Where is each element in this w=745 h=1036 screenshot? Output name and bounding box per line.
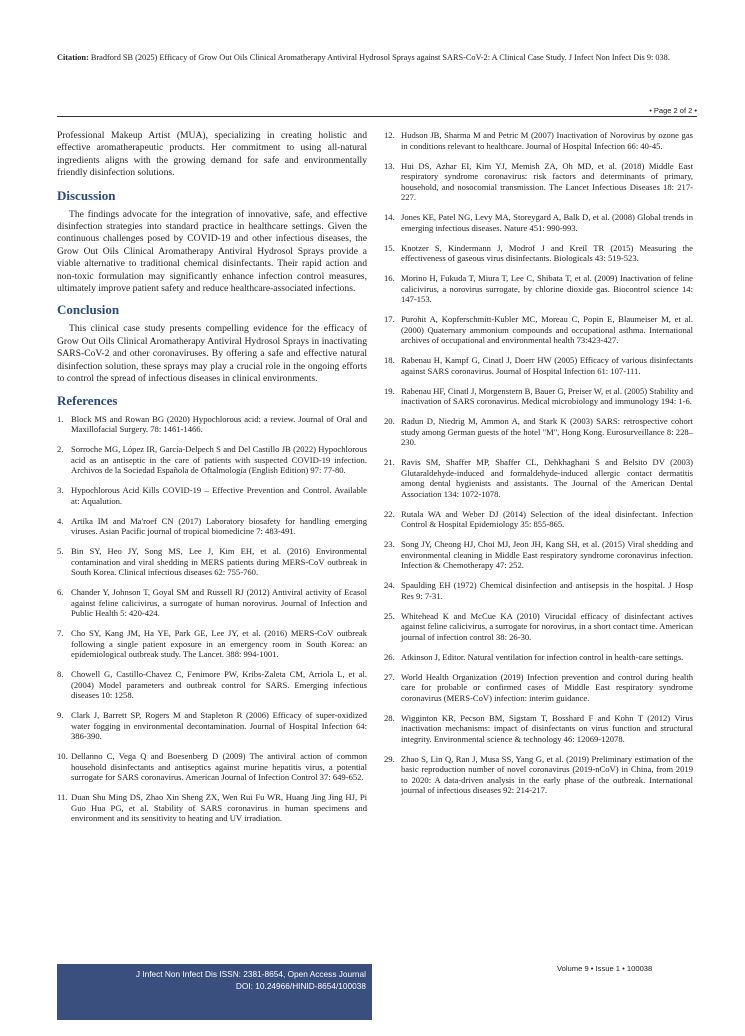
reference-text: Zhao S, Lin Q, Ran J, Musa SS, Yang G, et al. (2019) Preliminary estimation of the basic reproduction number of novel coronavirus (2019-nCoV) in China, from 2019 to 2020: A data-driven analysis in the early phase of the outbreak. International journal of infectious diseases 92: 214-217. [401, 753, 693, 795]
reference-item [384, 314, 693, 346]
reference-item [57, 710, 367, 742]
reference-number: 3. [57, 485, 64, 495]
reference-text: Morino H, Fukuda T, Miura T, Lee C, Shibata T, et al. (2009) Inactivation of feline calicivirus, a norovirus surrogate, by chlorine dioxide gas. Biocontrol science 14: 147-153. [401, 273, 693, 304]
footer-journal-band [57, 964, 372, 1020]
conclusion-paragraph: This clinical case study presents compelling evidence for the efficacy of Grow Out Oils Clinical Aromatherapy Antiviral Hydrosol Sprays in inactivating SARS-CoV-2 and other coronaviruses. By offering a safe and effective natural disinfection solution, these sprays may play a crucial role in the ongoing efforts to control the spread of infectious diseases in clinical environments. [57, 323, 367, 385]
reference-text: Rabenau HF, Cinatl J, Morgenstern B, Bauer G, Preiser W, et al. (2005) Stability and inactivation of SARS coronavirus. Medical microbiology and immunology 194: 1-6. [401, 385, 693, 406]
intro-paragraph: Professional Makeup Artist (MUA), specializing in creating holistic and effective aromatherapeutic products. Her commitment to using all-natural ingredients aligns with the growing demand for safe and environmentally friendly disinfection solutions. [57, 130, 367, 179]
reference-text: Artika IM and Ma'roef CN (2017) Laboratory biosafety for handling emerging viruses. Asian Pacific journal of tropical biomedicine 7: 483-491. [71, 515, 367, 536]
reference-text: Cho SY, Kang JM, Ha YE, Park GE, Lee JY, et al. (2016) MERS-CoV outbreak following a single patient exposure in an emergency room in South Korea: an epidemiological outbreak study. The Lancet. 388: 994-1001. [71, 628, 367, 659]
reference-number: 10. [57, 751, 68, 761]
reference-number: 14. [384, 212, 395, 222]
reference-item [384, 273, 693, 305]
citation-label: Citation: [57, 53, 89, 62]
reference-item [384, 161, 693, 203]
reference-item [384, 580, 693, 601]
footer-journal-line: J Infect Non Infect Dis ISSN: 2381-8654, Open Access Journal [135, 969, 366, 979]
reference-number: 26. [384, 651, 395, 662]
reference-item [57, 751, 367, 783]
reference-text: Ravis SM, Shaffer MP, Shaffer CL, Dehkhaghani S and Belsito DV (2003) Glutaraldehyde-induced and formaldehyde-induced allergic contact dermatitis among dental hygienists and assistants. The Journal of the American Dental Association 134: 1072-1078. [401, 457, 693, 499]
header-rule [57, 116, 697, 117]
reference-text: Hypochlorous Acid Kills COVID-19 – Effective Prevention and Control. Available at: Aqualution. [71, 485, 367, 506]
reference-number: 13. [384, 160, 395, 171]
reference-text: Chowell G, Castillo-Chavez C, Fenimore PW, Kribs-Zaleta CM, Arriola L, et al. (2004) Model parameters and outbreak control for SARS. Emerging infectious diseases 10: 1258. [71, 669, 367, 700]
citation-text: Bradford SB (2025) Efficacy of Grow Out Oils Clinical Aromatherapy Antiviral Hydrosol Sprays against SARS-CoV-2: A Clinical Case Study. J Infect Non Infect Dis 9: 038. [88, 53, 670, 62]
reference-number: 27. [384, 671, 395, 682]
reference-number: 2. [57, 444, 64, 454]
reference-number: 1. [57, 413, 64, 424]
reference-item [384, 754, 693, 796]
reference-item [384, 611, 693, 643]
reference-number: 16. [384, 273, 395, 283]
reference-text: Whitehead K and McCue KA (2010) Virucidal efficacy of disinfectant actives against feline calicivirus, a surrogate for norovirus, in a short contact time. American journal of infection control 38: 26-30. [401, 610, 693, 642]
reference-text: Dellanno C, Vega Q and Boesenberg D (2009) The antiviral action of common household disinfectants and antiseptics against murine hepatitis virus, a potential surrogate for SARS coronavirus. American Journal of Infection Control 37: 649-652. [71, 751, 367, 782]
references-list-right [384, 130, 693, 796]
reference-item [384, 652, 693, 663]
conclusion-heading: Conclusion [57, 302, 120, 318]
reference-text: Rutala WA and Weber DJ (2014) Selection of the ideal disinfectant. Infection Control & Hospital Epidemiology 35: 855-865. [401, 508, 693, 529]
reference-item [57, 414, 367, 435]
reference-text: Atkinson J, Editor. Natural ventilation for infection control in health-care settings. [401, 651, 684, 662]
reference-number: 24. [384, 580, 395, 590]
reference-number: 5. [57, 546, 64, 556]
reference-number: 21. [384, 457, 395, 467]
footer-volume: Volume 9 • Issue 1 • 100038 [557, 964, 653, 973]
reference-item [384, 416, 693, 448]
reference-item [384, 672, 693, 704]
reference-number: 15. [384, 242, 395, 253]
reference-text: Spaulding EH (1972) Chemical disinfection and antisepsis in the hospital. J Hosp Res 9: 7-31. [401, 580, 693, 601]
reference-text: Bin SY, Heo JY, Song MS, Lee J, Kim EH, et al. (2016) Environmental contamination and viral shedding in MERS patients during MERS-CoV outbreak in South Korea. Clinical infectious diseases 62: 755-760. [71, 546, 367, 577]
citation [57, 52, 697, 65]
reference-number: 28. [384, 712, 395, 723]
reference-text: Hudson JB, Sharma M and Petric M (2007) Inactivation of Norovirus by ozone gas in conditions relevant to healthcare. Journal of Hospital Infection 66: 40-45. [401, 130, 693, 151]
reference-text: Chander Y, Johnson T, Goyal SM and Russell RJ (2012) Antiviral activity of Ecasol against feline calicivirus, a surrogate of human norovirus. Journal of Infection and Public Health 5: 420-424. [71, 587, 367, 618]
reference-number: 22. [384, 508, 395, 519]
reference-item [384, 355, 693, 376]
reference-item [57, 628, 367, 660]
reference-text: Clark J, Barrett SP, Rogers M and Stapleton R (2006) Efficacy of super-oxidized water fogging in environmental decontamination. Journal of Hospital Infection 64: 386-390. [71, 710, 367, 741]
reference-text: Jones KE, Patel NG, Levy MA, Storeygard A, Balk D, et al. (2008) Global trends in emerging infectious diseases. Nature 451: 990-993. [401, 212, 693, 233]
reference-number: 8. [57, 669, 64, 679]
reference-text: Song JY, Cheong HJ, Choi MJ, Jeon JH, Kang SH, et al. (2015) Viral shedding and environmental cleaning in Middle East respiratory syndrome coronavirus infection. Infection & Chemotherapy 47: 252. [401, 539, 693, 570]
reference-number: 4. [57, 515, 64, 526]
reference-item [384, 713, 693, 745]
reference-number: 6. [57, 587, 64, 597]
reference-item [384, 386, 693, 407]
reference-number: 7. [57, 628, 64, 638]
references-list-left [57, 414, 367, 824]
reference-number: 12. [384, 130, 395, 140]
reference-number: 9. [57, 710, 64, 720]
discussion-paragraph: The findings advocate for the integration of innovative, safe, and effective disinfection strategies into standard practice in healthcare settings. Given the continuous challenges posed by COVID-19 and other infectious diseases, the Grow Out Oils Clinical Aromatherapy Antiviral Hydrosol Sprays provide a viable alternative to traditional chemical disinfectants. Their rapid action and non-toxic formulation may significantly enhance infection control measures, ultimately improve patient safety and reduce healthcare-associated infections. [57, 208, 367, 295]
discussion-heading: Discussion [57, 187, 116, 203]
reference-text: Duan Shu Ming DS, Zhao Xin Sheng ZX, Wen Rui Fu WR, Huang Jing Jing HJ, Pi Guo Hua PG, et al. Stability of SARS coronavirus in human specimens and environment and its sensitivity to heating and UV irradiation. [71, 792, 367, 823]
reference-number: 19. [384, 385, 395, 396]
reference-text: Hui DS, Azhar EI, Kim YJ, Memish ZA, Oh MD, et al. (2018) Middle East respiratory syndrome coronavirus: risk factors and determinants of primary, household, and nosocomial transmission. The Lancet Infectious Diseases 18: 217-227. [401, 160, 693, 202]
reference-item [384, 243, 693, 264]
reference-item [384, 509, 693, 530]
references-heading: References [57, 392, 118, 408]
reference-number: 20. [384, 416, 395, 426]
reference-number: 11. [57, 792, 68, 802]
reference-item [57, 444, 367, 476]
reference-text: Knotzer S, Kindermann J, Modrof J and Kreil TR (2015) Measuring the effectiveness of gaseous virus disinfectants. Biologicals 43: 519-523. [401, 242, 693, 263]
reference-item [57, 516, 367, 537]
reference-item [384, 457, 693, 499]
reference-text: Wigginton KR, Pecson BM, Sigstam T, Bosshard F and Kohn T (2012) Virus inactivation mechanisms: impact of disinfectants on virus function and structural integrity. Environmental science & technology 46: 12069-12078. [401, 712, 693, 744]
reference-item [384, 130, 693, 151]
reference-number: 29. [384, 753, 395, 764]
reference-text: World Health Organization (2019) Infection prevention and control during health care for probable or confirmed cases of Middle East respiratory syndrome coronavirus (MERS-CoV) infection: interim guidance. [401, 671, 693, 703]
reference-item [57, 669, 367, 701]
left-column [57, 130, 367, 833]
footer-doi-line: DOI: 10.24966/HINID-8654/100038 [235, 981, 366, 991]
reference-item [384, 539, 693, 571]
reference-number: 18. [384, 355, 395, 365]
reference-text: Purohit A, Kopferschmitt-Kubler MC, Moreau C, Popin E, Blaumeiser M, et al. (2000) Quaternary ammonium compounds and occupational asthma. International archives of occupational and environmental health 73:423-427. [401, 314, 693, 345]
reference-item [57, 546, 367, 578]
reference-item [384, 212, 693, 233]
reference-item [57, 587, 367, 619]
reference-item [57, 485, 367, 506]
reference-text: Sorroche MG, López IR, García-Delpech S and Del Castillo JB (2022) Hypochlorous acid as an antiseptic in the care of patients with suspected COVID-19 infection. Archivos de la Sociedad Española de Oftalmología (English Edition) 97: 77-80. [71, 444, 367, 475]
reference-number: 23. [384, 539, 395, 549]
page-number: • Page 2 of 2 • [649, 106, 697, 115]
reference-text: Radun D, Niedrig M, Ammon A, and Stark K (2003) SARS: retrospective cohort study among German guests of the hotel "M", Hong Kong. Eurosurveillance 8: 228–230. [401, 416, 693, 447]
reference-item [57, 792, 367, 824]
reference-text: Rabenau H, Kampf G, Cinatl J, Doerr HW (2005) Efficacy of various disinfectants against SARS coronavirus. Journal of Hospital Infection 61: 107-111. [401, 355, 693, 376]
reference-number: 25. [384, 610, 395, 621]
reference-text: Block MS and Rowan BG (2020) Hypochlorous acid: a review. Journal of Oral and Maxillofacial Surgery. 78: 1461-1466. [71, 413, 367, 434]
right-column [384, 130, 693, 805]
reference-number: 17. [384, 314, 395, 324]
